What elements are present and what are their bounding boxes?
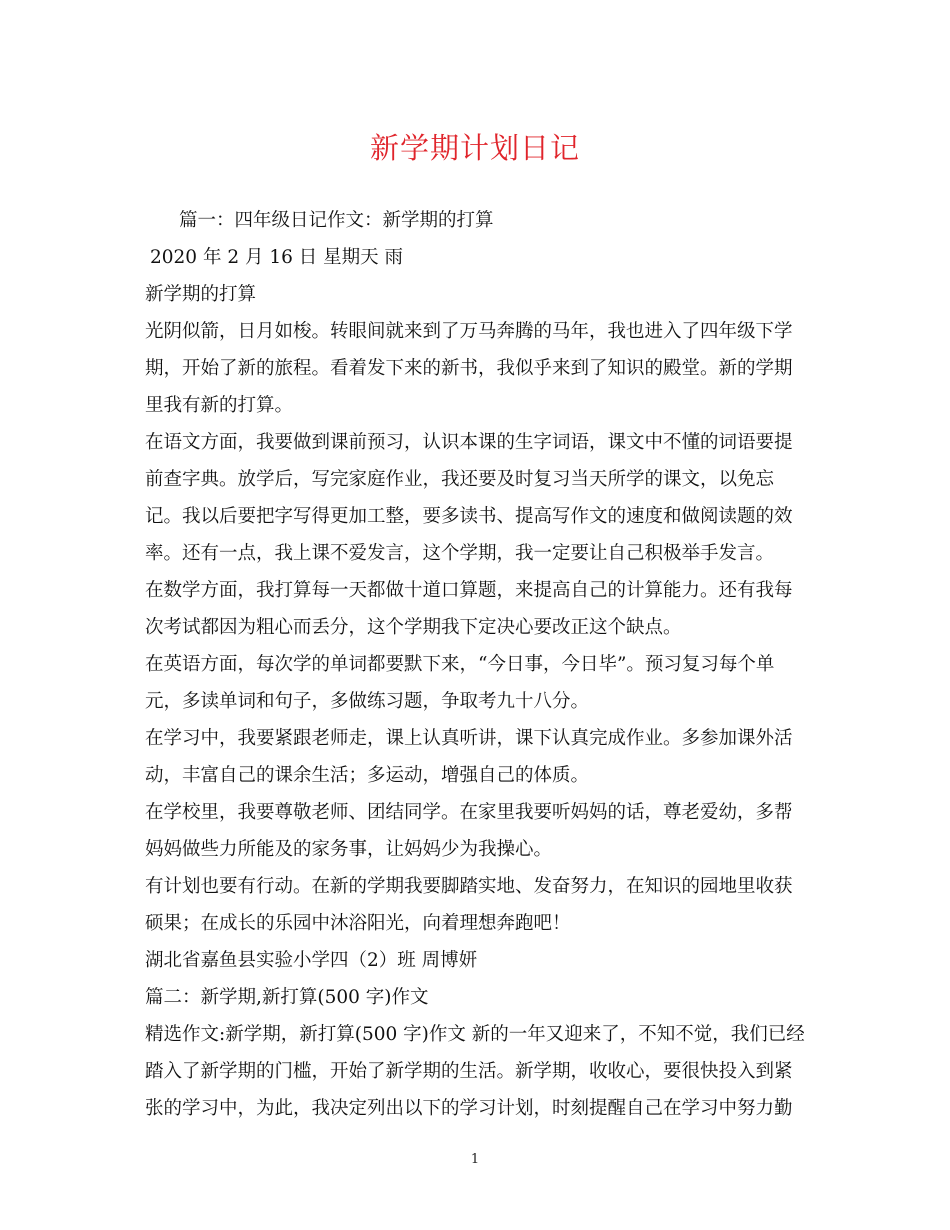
text-line: 前查字典。放学后，写完家庭作业，我还要及时复习当天所学的课文，以免忘 [145, 469, 775, 490]
text-line: 精选作文:新学期，新打算(500 字)作文 新的一年又迎来了，不知不觉，我们已经 [145, 1024, 805, 1045]
section-heading: 篇二：新学期,新打算(500 字)作文 [145, 987, 429, 1008]
diary-title: 新学期的打算 [145, 284, 257, 305]
document-title: 新学期计划日记 [369, 131, 580, 165]
text-line: 记。我以后要把字写得更加工整，要多读书、提高写作文的速度和做阅读题的效 [145, 506, 793, 527]
text-line: 在学校里，我要尊敬老师、团结同学。在家里我要听妈妈的话，尊老爱幼，多帮 [145, 802, 793, 823]
page-number: 1 [470, 1152, 480, 1167]
text-line: 在数学方面，我打算每一天都做十道口算题，来提高自己的计算能力。还有我每 [145, 580, 793, 601]
text-line: 里我有新的打算。 [145, 395, 294, 416]
section-heading: 篇一：四年级日记作文：新学期的打算 [179, 210, 494, 231]
text-line: 次考试都因为粗心而丢分，这个学期我下定决心要改正这个缺点。 [145, 617, 682, 638]
text-line: 光阴似箭，日月如梭。转眼间就来到了万马奔腾的马年，我也进入了四年级下学 [145, 321, 793, 342]
text-line: 有计划也要有行动。在新的学期我要脚踏实地、发奋努力，在知识的园地里收获 [145, 876, 793, 897]
text-line: 张的学习中，为此，我决定列出以下的学习计划，时刻提醒自己在学习中努力勤 [145, 1098, 793, 1119]
text-line: 硕果；在成长的乐园中沐浴阳光，向着理想奔跑吧！ [145, 913, 571, 934]
text-line: 在英语方面，每次学的单词都要默下来，“今日事，今日毕”。预习复习每个单 [145, 654, 775, 675]
text-line: 踏入了新学期的门槛，开始了新学期的生活。新学期，收收心，要很快投入到紧 [145, 1061, 793, 1082]
author-signature: 湖北省嘉鱼县实验小学四（2）班 周博妍 [145, 950, 478, 971]
text-line: 在学习中，我要紧跟老师走，课上认真听讲，课下认真完成作业。多参加课外活 [145, 728, 793, 749]
text-line: 率。还有一点，我上课不爱发言，这个学期，我一定要让自己积极举手发言。 [145, 543, 775, 564]
text-line: 在语文方面，我要做到课前预习，认识本课的生字词语，课文中不懂的词语要提 [145, 432, 793, 453]
text-line: 元，多读单词和句子，多做练习题，争取考九十八分。 [145, 691, 590, 712]
text-line: 妈妈做些力所能及的家务事，让妈妈少为我操心。 [145, 839, 553, 860]
text-line: 动，丰富自己的课余生活；多运动，增强自己的体质。 [145, 765, 590, 786]
text-line: 期，开始了新的旅程。看着发下来的新书，我似乎来到了知识的殿堂。新的学期 [145, 358, 793, 379]
document-body [145, 202, 815, 1127]
diary-date: 2020 年 2 月 16 日 星期天 雨 [150, 247, 404, 268]
